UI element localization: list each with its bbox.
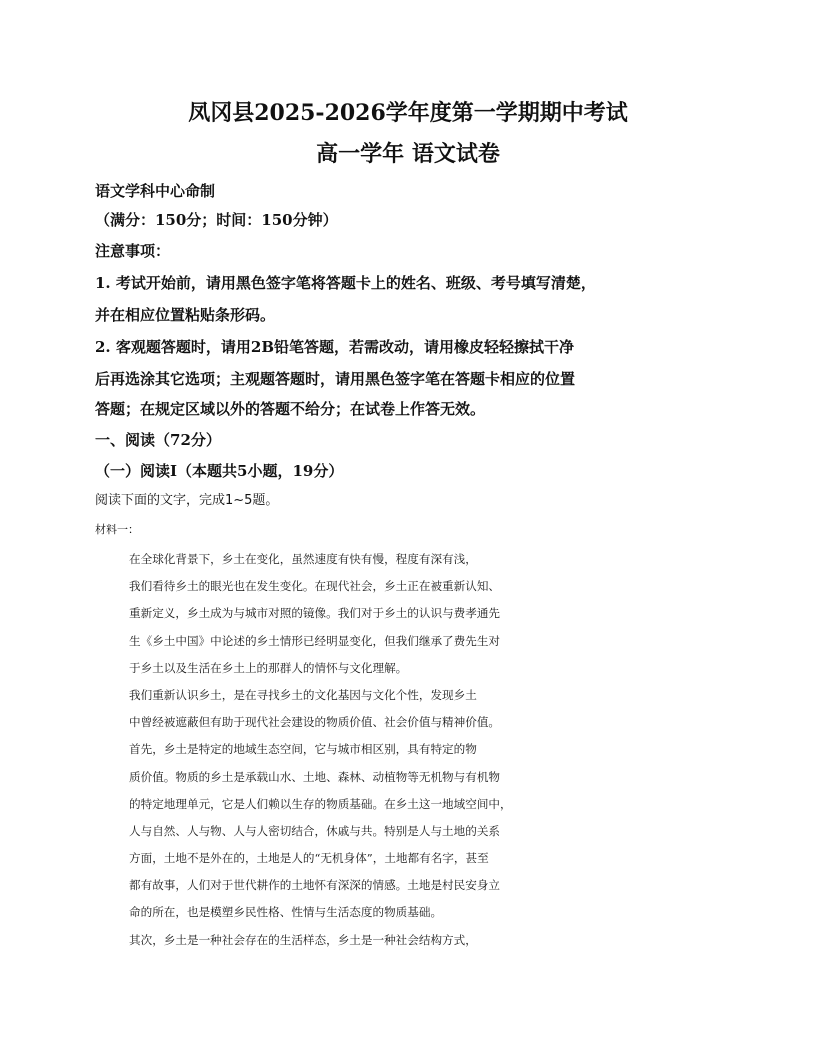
passage-line: 我们重新认识乡土，是在寻找乡土的文化基因与文化个性，发现乡土	[129, 687, 477, 702]
notes-line-5: 答题；在规定区域以外的答题不给分；在试卷上作答无效。	[95, 400, 486, 418]
notes-line-3: 2. 客观题答题时，请用2B铅笔答题，若需改动，请用橡皮轻轻擦拭干净	[95, 338, 574, 356]
exam-info: （满分：150分；时间：150分钟）	[95, 211, 338, 229]
section-instruction: 阅读下面的文字，完成1~5题。	[95, 493, 279, 508]
passage-line: 中曾经被遮蔽但有助于现代社会建设的物质价值、社会价值与精神价值。	[129, 715, 501, 730]
passage-line: 命的所在，也是模塑乡民性格、性情与生活态度的物质基础。	[129, 905, 443, 920]
section-subheading: （一）阅读Ⅰ（本题共5小题，19分）	[95, 462, 344, 480]
passage-line: 人与自然、人与物、人与人密切结合，休戚与共。特别是人与土地的关系	[129, 823, 501, 838]
passage-line: 生《乡土中国》中论述的乡土情形已经明显变化，但我们继承了费先生对	[129, 633, 501, 648]
passage-line: 方面，土地不是外在的，土地是人的“无机身体”，土地都有名字，甚至	[129, 851, 489, 866]
section-heading: 一、阅读（72分）	[95, 431, 221, 449]
author-line: 语文学科中心命制	[95, 182, 216, 200]
notes-line-4: 后再选涂其它选项；主观题答题时，请用黑色签字笔在答题卡相应的位置	[95, 370, 576, 388]
passage-line: 在全球化背景下，乡土在变化，虽然速度有快有慢，程度有深有浅，	[129, 552, 477, 566]
passage-line: 质价值。物质的乡土是承载山水、土地、森林、动植物等无机物与有机物	[129, 769, 501, 784]
passage-line: 重新定义，乡土成为与城市对照的镜像。我们对于乡土的认识与费孝通先	[129, 606, 501, 621]
passage-line: 首先，乡土是特定的地域生态空间，它与城市相区别，具有特定的物	[129, 742, 477, 757]
passage-line: 于乡土以及生活在乡土上的那群人的情怀与文化理解。	[129, 660, 408, 675]
passage-line: 都有故事，人们对于世代耕作的土地怀有深深的情感。土地是村民安身立	[129, 878, 501, 893]
passage-line: 其次，乡土是一种社会存在的生活样态，乡土是一种社会结构方式，	[129, 932, 477, 947]
passage-line: 的特定地理单元，它是人们赖以生存的物质基础。在乡土这一地域空间中，	[129, 796, 512, 811]
notes-line-2: 并在相应位置粘贴条形码。	[95, 306, 276, 324]
exam-title: 凤冈县2025-2026学年度第一学期期中考试	[188, 100, 628, 126]
exam-subtitle: 高一学年 语文试卷	[316, 141, 500, 167]
notes-line-1: 1. 考试开始前，请用黑色签字笔将答题卡上的姓名、班级、考号填写清楚，	[95, 274, 596, 292]
notes-heading: 注意事项：	[95, 242, 171, 260]
material-label: 材料一：	[95, 523, 139, 536]
reading-passage	[129, 546, 599, 954]
passage-line: 我们看待乡土的眼光也在发生变化。在现代社会，乡土正在被重新认知、	[129, 579, 501, 594]
